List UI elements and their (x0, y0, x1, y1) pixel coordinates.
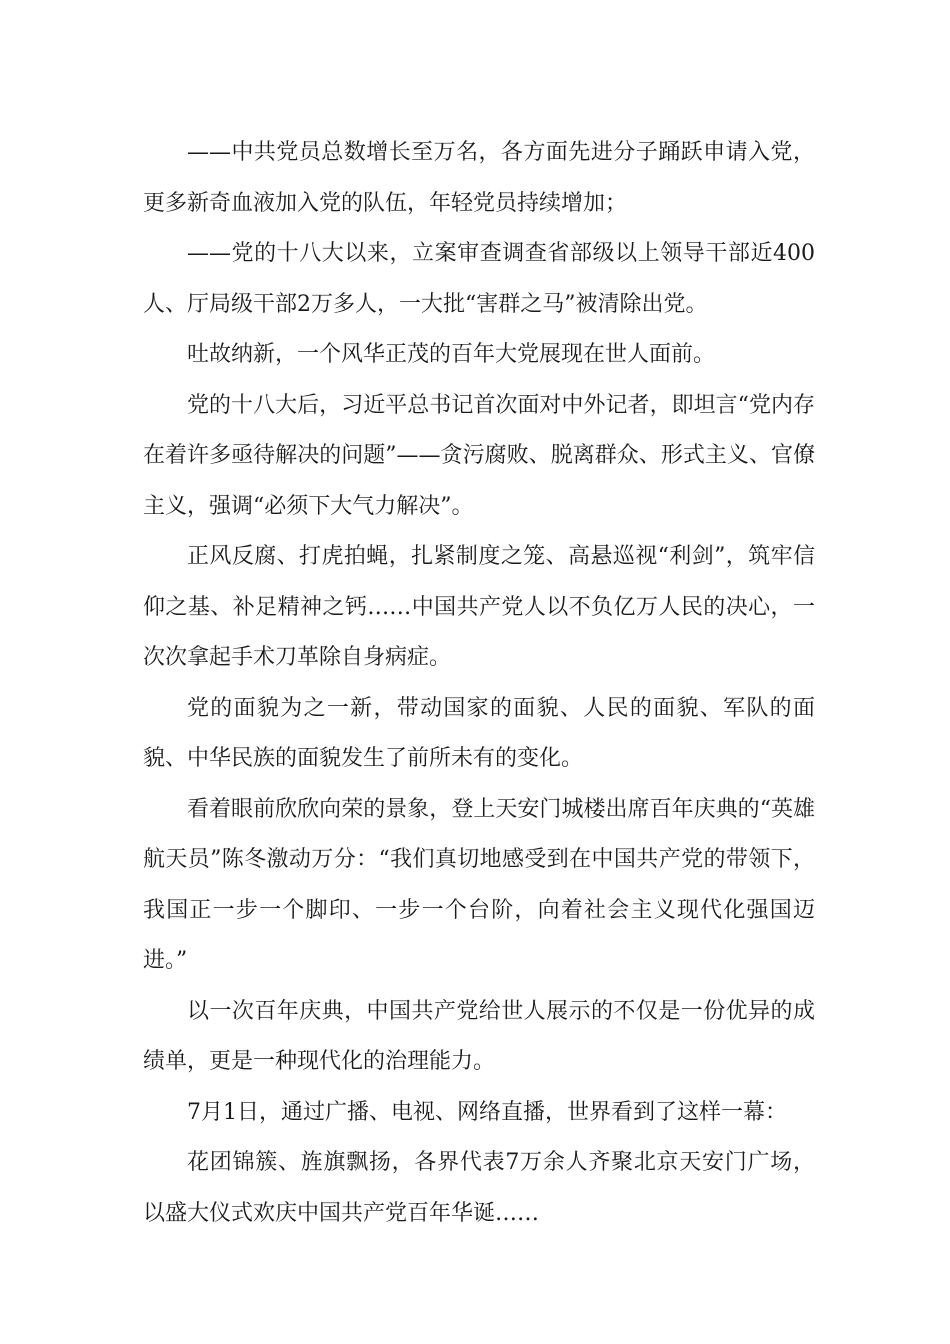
paragraph-problems: 党的十八大后，习近平总书记首次面对中外记者，即坦言“党内存在着许多亟待解决的问题”——贪污腐败、脱离群众、形式主义、官僚主义，强调“必须下大气力解决”。 (143, 392, 815, 519)
paragraph-renewal: 吐故纳新，一个风华正茂的百年大党展现在世人面前。 (187, 342, 716, 367)
paragraph-broadcast: 7月1日，通过广播、电视、网络直播，世界看到了这样一幕： (187, 1099, 787, 1125)
paragraph-governance: 以一次百年庆典，中国共产党给世人展示的不仅是一份优异的成绩单，更是一种现代化的治理能力。 (143, 998, 815, 1074)
paragraph-party-members: ——中共党员总数增长至万名，各方面先进分子踊跃申请入党，更多新奇血液加入党的队伍，年轻党员持续增加； (143, 140, 815, 216)
document-body (143, 128, 815, 1239)
paragraph-investigations: ——党的十八大以来，立案审查调查省部级以上领导干部近400人、厅局级干部2万多人，一大批“害群之马”被清除出党。 (143, 241, 815, 317)
paragraph-new-look: 党的面貌为之一新，带动国家的面貌、人民的面貌、军队的面貌、中华民族的面貌发生了前所未有的变化。 (143, 695, 815, 771)
paragraph-celebration: 花团锦簇、旌旗飘扬，各界代表7万余人齐聚北京天安门广场，以盛大仪式欢庆中国共产党百年华诞…… (143, 1150, 815, 1226)
paragraph-anti-corruption: 正风反腐、打虎拍蝇，扎紧制度之笼、高悬巡视“利剑”，筑牢信仰之基、补足精神之钙……中国共产党人以不负亿万人民的决心，一次次拿起手术刀革除自身病症。 (143, 544, 815, 670)
paragraph-astronaut-quote: 看着眼前欣欣向荣的景象，登上天安门城楼出席百年庆典的“英雄航天员”陈冬激动万分：“我们真切地感受到在中国共产党的带领下，我国正一步一个脚印、一步一个台阶，向着社会主义现代化强国迈进。” (143, 796, 815, 973)
